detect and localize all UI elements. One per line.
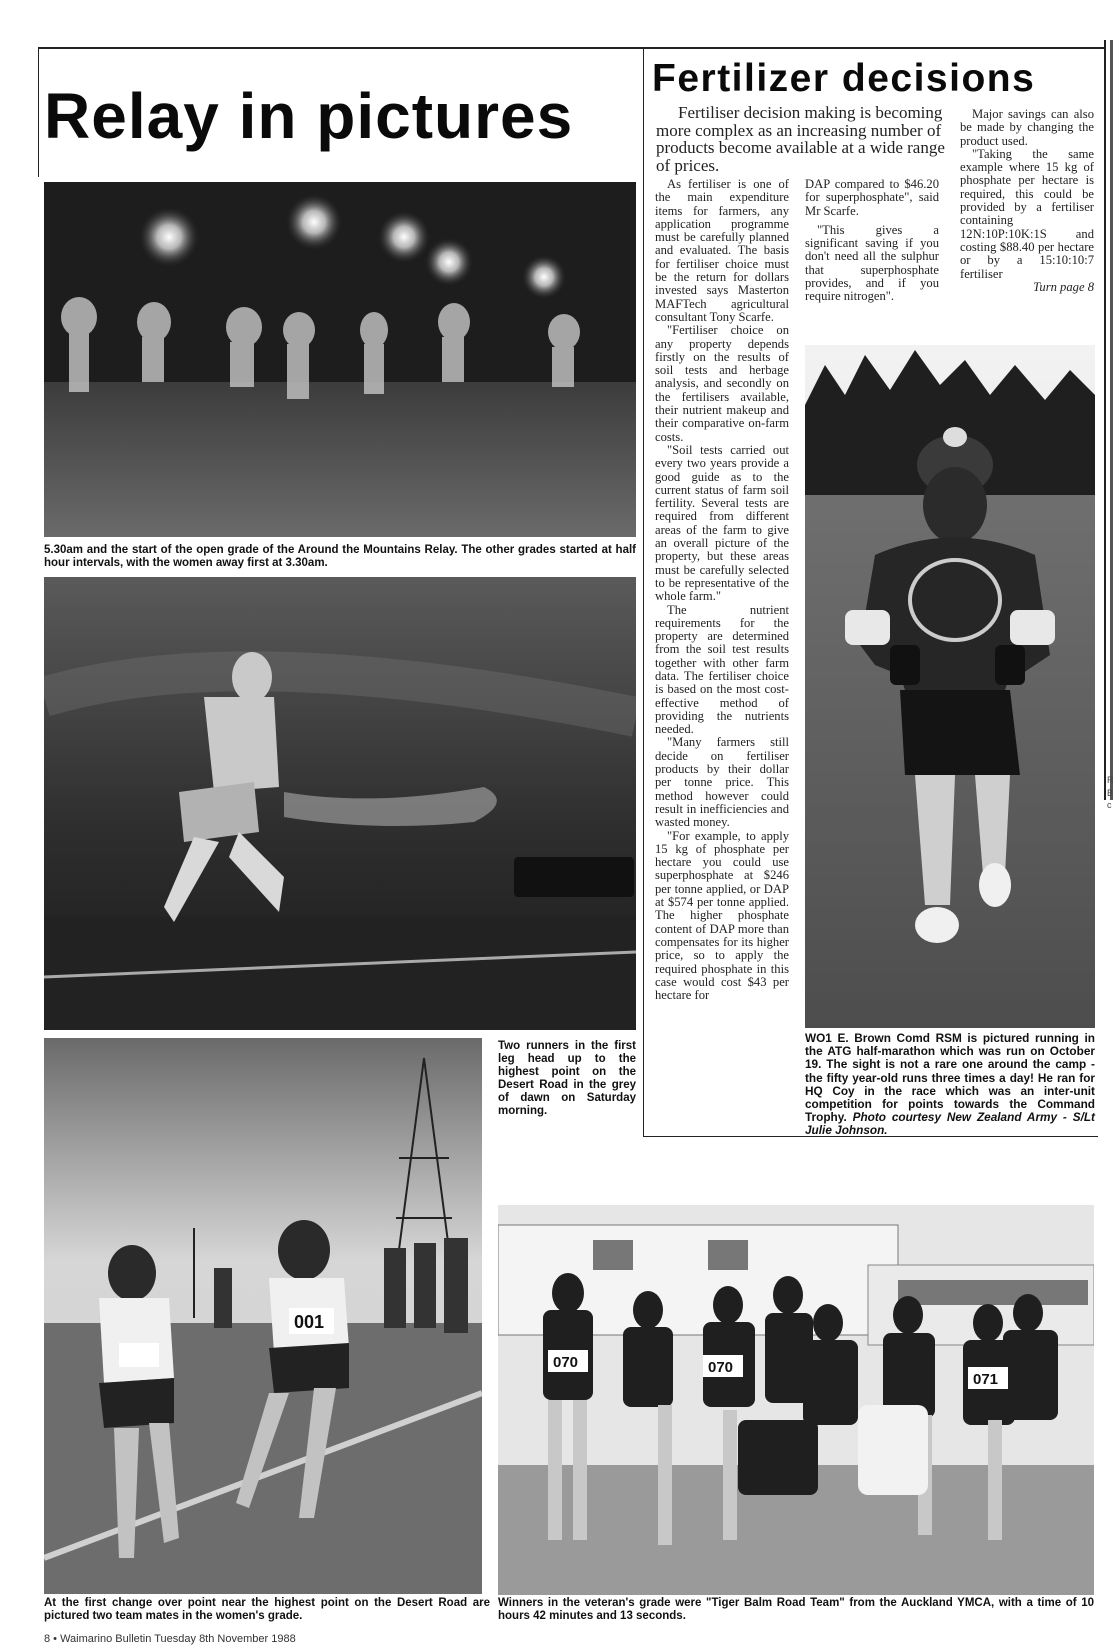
fertilizer-column-2 [805, 178, 939, 304]
relay-start-caption: 5.30am and the start of the open grade of the Around the Mountains Relay. The other grades started at half hour intervals, with the women away first at 3.30am. [44, 544, 636, 569]
fertilizer-intro-text: Fertiliser decision making is becoming more complex as an increasing number of products become available at a wide range of prices. [656, 103, 945, 175]
col1-para-5: "Many farmers still decide on fertiliser products by their dollar per tonne price. This method however could result in inefficiencies and wasted money. [655, 735, 789, 830]
left-frame-rule [38, 47, 39, 177]
fertilizer-column-1 [655, 178, 789, 1002]
col1-para-1: As fertiliser is one of the main expenditure items for farmers, any application programme must be carefully planned and evaluated. The basis for fertiliser choice must be the return for dollars invested says Masterton MAFTech agricultural consultant Tony Scarfe. [655, 177, 789, 324]
bib-001: 001 [294, 1312, 325, 1332]
desert-road-caption: Two runners in the first leg head up to the highest point on the Desert Road in the grey of dawn on Saturday morning. [498, 1040, 636, 1117]
fertilizer-intro [656, 104, 946, 174]
col1-para-3: "Soil tests carried out every two years provide a good guide as to the current status of farm soil fertility. Several tests are required from different areas of the farm to give an overall picture of the property, but these areas must be carefully selected to be representative of the whole farm." [655, 442, 789, 604]
top-rule [38, 47, 1104, 49]
col1-para-4: The nutrient requirements for the property are determined from the soil test results together with other farm data. The fertiliser choice is based on the most cost-effective method of providing the nutrients needed. [655, 602, 789, 737]
col2-para-1: DAP compared to $46.20 for superphosphate", said Mr Scarfe. [805, 177, 939, 218]
bib-070-b: 070 [708, 1359, 734, 1376]
col2-para-2: "This gives a significant saving if you don't need all the sulphur that superphosphate provides, and if you require nitrogen". [805, 222, 939, 304]
womens-grade-photo [44, 1038, 482, 1594]
turn-page-note: Turn page 8 [1033, 279, 1094, 294]
womens-grade-caption: At the first change over point near the highest point on the Desert Road are pictured two team mates in the women's grade. [44, 1597, 490, 1622]
col3-para-2: "Taking the same example where 15 kg of phosphate per hectare is required, this could be provided by a fertiliser containing 12N:10P:10K:1S and costing $88.40 per hectare or by a 15:10:10:7 fertiliser [960, 146, 1094, 281]
edge-letter-1: R [1107, 775, 1114, 785]
right-edge-rule-2 [1110, 40, 1113, 800]
army-photo-credit: Photo courtesy New Zealand Army - S/Lt Julie Johnson. [805, 1110, 1095, 1138]
col3-para-1: Major savings can also be made by changing the product used. [960, 107, 1094, 148]
fertilizer-column-3 [960, 108, 1094, 294]
relay-headline: Relay in pictures [44, 80, 574, 152]
page-folio: 8 • Waimarino Bulletin Tuesday 8th November 1988 [44, 1633, 296, 1645]
bib-070-a: 070 [553, 1354, 579, 1371]
mid-frame-rule [643, 47, 644, 1137]
relay-start-photo [44, 182, 636, 537]
edge-letter-3: c [1107, 800, 1112, 810]
col1-para-6: "For example, to apply 15 kg of phosphate per hectare you could use superphosphate at $246 per tonne applied, or DAP at $574 per tonne applied. The higher phosphate content of DAP more than compensates for its higher price, so to apply the required phosphate in this case would cost $43 per hectare for [655, 828, 789, 1003]
army-runner-caption [805, 1032, 1095, 1138]
col1-para-2: "Fertiliser choice on any property depends firstly on the results of soil tests and herbage analysis, and secondly on the fertilisers available, their nutrient makeup and their comparative on-farm costs. [655, 323, 789, 444]
bib-071: 071 [973, 1371, 999, 1388]
fertilizer-headline: Fertilizer decisions [652, 57, 1036, 100]
tiger-balm-team-photo [498, 1205, 1094, 1595]
desert-road-runners-photo [44, 577, 636, 1030]
right-edge-rule [1104, 40, 1106, 800]
tiger-balm-caption: Winners in the veteran's grade were "Tiger Balm Road Team" from the Auckland YMCA, with a time of 10 hours 42 minutes and 13 seconds. [498, 1597, 1094, 1622]
army-runner-photo [805, 345, 1095, 1028]
army-caption-text: WO1 E. Brown Comd RSM is pictured running in the ATG half-marathon which was run on October 19. The sight is not a rare one around the camp - the fifty year-old runs three times a day! He ran for HQ Coy in the race which was an inter-unit competition for points towards the Command Trophy. [805, 1031, 1095, 1125]
edge-letter-2: B [1107, 788, 1114, 798]
